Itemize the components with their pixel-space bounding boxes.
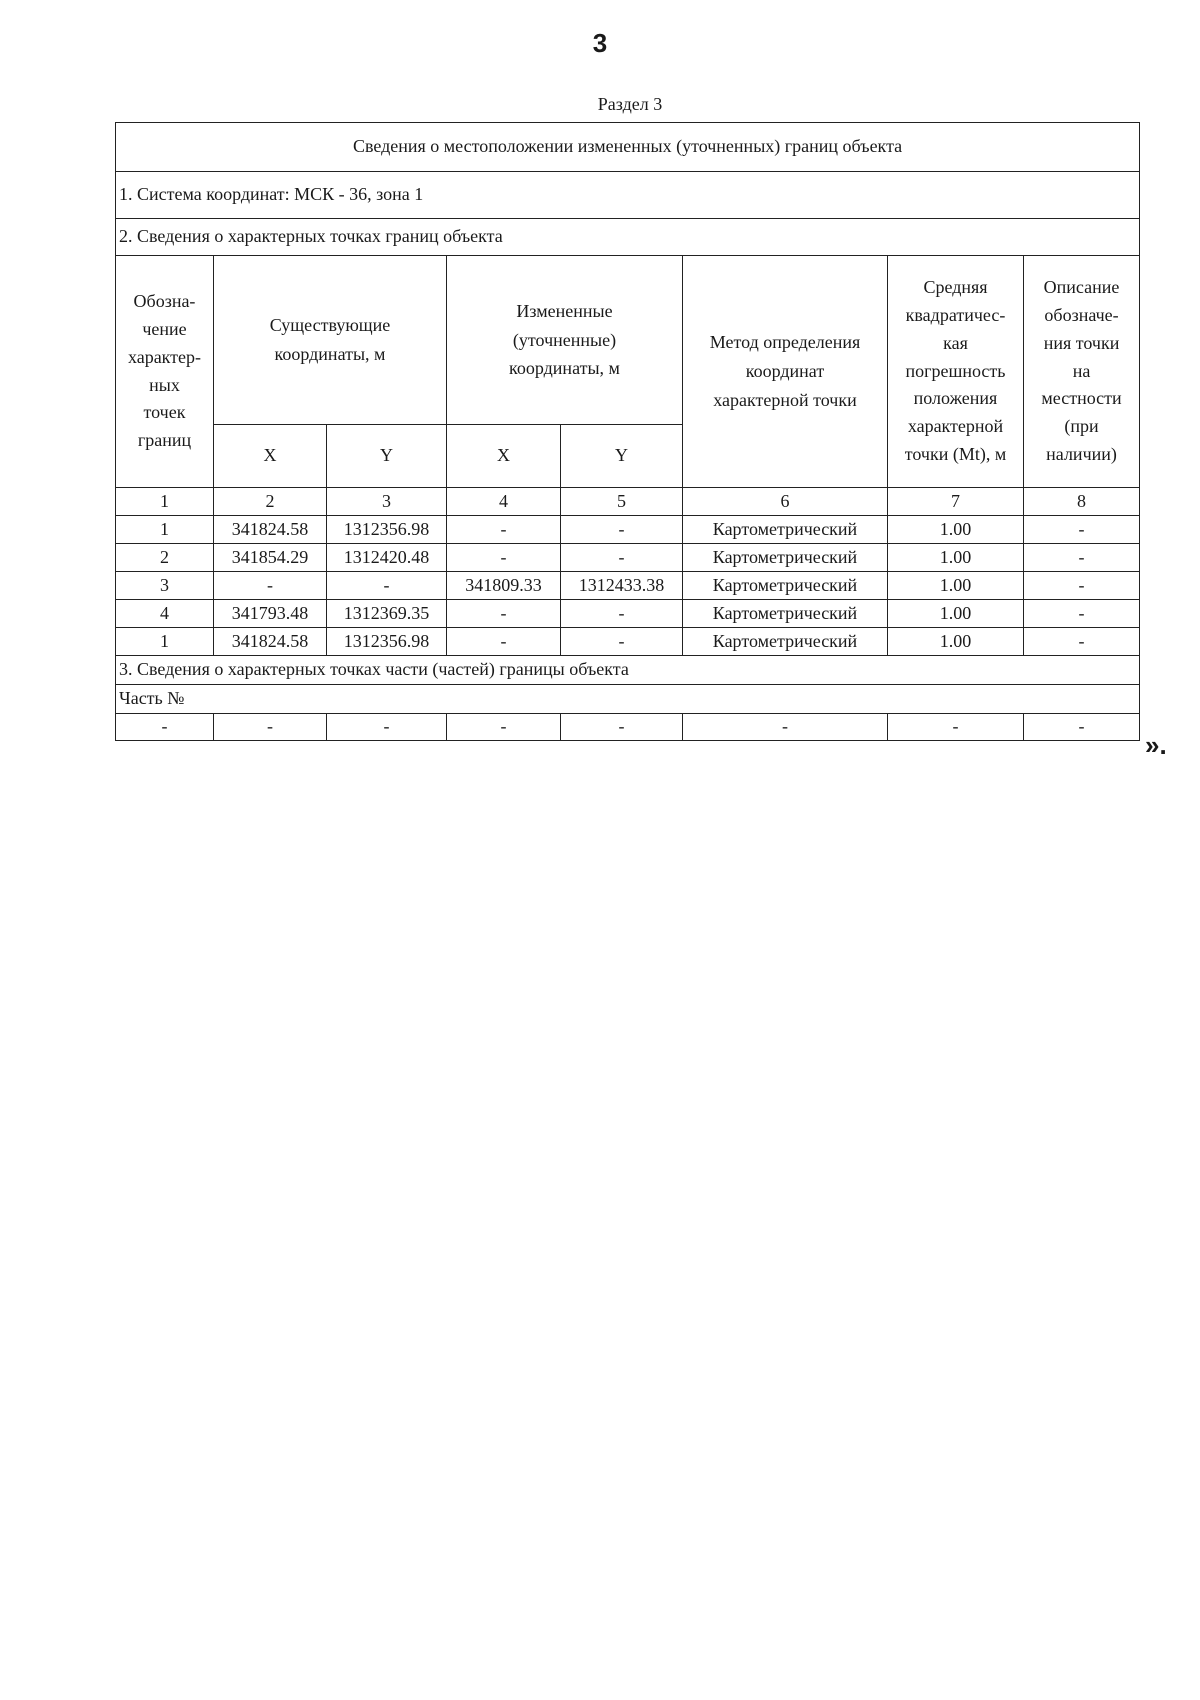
method: Картометрический bbox=[683, 600, 888, 628]
method: Картометрический bbox=[683, 516, 888, 544]
changed-y: 1312433.38 bbox=[561, 572, 683, 600]
parts-cell: - bbox=[683, 714, 888, 741]
column-number: 7 bbox=[888, 488, 1024, 516]
boundary-points-table bbox=[115, 122, 1140, 741]
table-row bbox=[116, 516, 1140, 544]
header-designation: Обозна- чение характер- ных точек границ bbox=[116, 256, 214, 488]
point-number: 1 bbox=[116, 628, 214, 656]
description: - bbox=[1024, 600, 1140, 628]
page-number: 3 bbox=[592, 28, 608, 58]
header-changed-y: Y bbox=[561, 425, 683, 488]
header-method: Метод определения координат характерной точки bbox=[683, 256, 888, 488]
changed-x: - bbox=[447, 600, 561, 628]
method: Картометрический bbox=[683, 572, 888, 600]
header-description: Описание обозначе- ния точки на местности (при наличии) bbox=[1024, 256, 1140, 488]
closing-quote-mark: ». bbox=[1145, 730, 1167, 760]
header-changed-x: X bbox=[447, 425, 561, 488]
existing-x: 341824.58 bbox=[214, 516, 327, 544]
column-number: 8 bbox=[1024, 488, 1140, 516]
header-existing-y: Y bbox=[327, 425, 447, 488]
point-number: 1 bbox=[116, 516, 214, 544]
parts-heading: 3. Сведения о характерных точках части (частей) границы объекта bbox=[116, 656, 1140, 685]
method: Картометрический bbox=[683, 544, 888, 572]
table-row bbox=[116, 544, 1140, 572]
existing-x: 341854.29 bbox=[214, 544, 327, 572]
header-existing-coordinates: Существующие координаты, м bbox=[214, 256, 447, 425]
parts-cell: - bbox=[447, 714, 561, 741]
mean-error: 1.00 bbox=[888, 600, 1024, 628]
description: - bbox=[1024, 628, 1140, 656]
table-row bbox=[116, 572, 1140, 600]
table-title: Сведения о местоположении измененных (уточненных) границ объекта bbox=[116, 123, 1140, 172]
point-number: 2 bbox=[116, 544, 214, 572]
column-number: 3 bbox=[327, 488, 447, 516]
parts-cell: - bbox=[214, 714, 327, 741]
changed-x: - bbox=[447, 516, 561, 544]
points-heading: 2. Сведения о характерных точках границ объекта bbox=[116, 219, 1140, 256]
parts-cell: - bbox=[888, 714, 1024, 741]
description: - bbox=[1024, 544, 1140, 572]
changed-y: - bbox=[561, 600, 683, 628]
header-mean-error: Средняя квадратичес- кая погрешность положения характерной точки (Mt), м bbox=[888, 256, 1024, 488]
mean-error: 1.00 bbox=[888, 628, 1024, 656]
changed-x: - bbox=[447, 628, 561, 656]
column-number-row bbox=[116, 488, 1140, 516]
table-row bbox=[116, 628, 1140, 656]
header-existing-x: X bbox=[214, 425, 327, 488]
mean-error: 1.00 bbox=[888, 516, 1024, 544]
changed-x: - bbox=[447, 544, 561, 572]
mean-error: 1.00 bbox=[888, 572, 1024, 600]
section-title: Раздел 3 bbox=[597, 94, 663, 114]
existing-y: 1312420.48 bbox=[327, 544, 447, 572]
point-number: 4 bbox=[116, 600, 214, 628]
existing-x: - bbox=[214, 572, 327, 600]
description: - bbox=[1024, 516, 1140, 544]
changed-y: - bbox=[561, 516, 683, 544]
point-number: 3 bbox=[116, 572, 214, 600]
column-number: 1 bbox=[116, 488, 214, 516]
column-number: 5 bbox=[561, 488, 683, 516]
parts-cell: - bbox=[561, 714, 683, 741]
existing-y: - bbox=[327, 572, 447, 600]
column-number: 4 bbox=[447, 488, 561, 516]
changed-x: 341809.33 bbox=[447, 572, 561, 600]
parts-cell: - bbox=[327, 714, 447, 741]
parts-cell: - bbox=[116, 714, 214, 741]
existing-x: 341824.58 bbox=[214, 628, 327, 656]
column-number: 2 bbox=[214, 488, 327, 516]
part-number-label: Часть № bbox=[116, 685, 1140, 714]
mean-error: 1.00 bbox=[888, 544, 1024, 572]
existing-y: 1312356.98 bbox=[327, 628, 447, 656]
changed-y: - bbox=[561, 628, 683, 656]
description: - bbox=[1024, 572, 1140, 600]
header-changed-coordinates: Измененные (уточненные) координаты, м bbox=[447, 256, 683, 425]
column-number: 6 bbox=[683, 488, 888, 516]
existing-y: 1312369.35 bbox=[327, 600, 447, 628]
coordinate-system: 1. Система координат: МСК - 36, зона 1 bbox=[116, 172, 1140, 219]
parts-row bbox=[116, 714, 1140, 741]
method: Картометрический bbox=[683, 628, 888, 656]
parts-cell: - bbox=[1024, 714, 1140, 741]
existing-y: 1312356.98 bbox=[327, 516, 447, 544]
changed-y: - bbox=[561, 544, 683, 572]
table-row bbox=[116, 600, 1140, 628]
existing-x: 341793.48 bbox=[214, 600, 327, 628]
